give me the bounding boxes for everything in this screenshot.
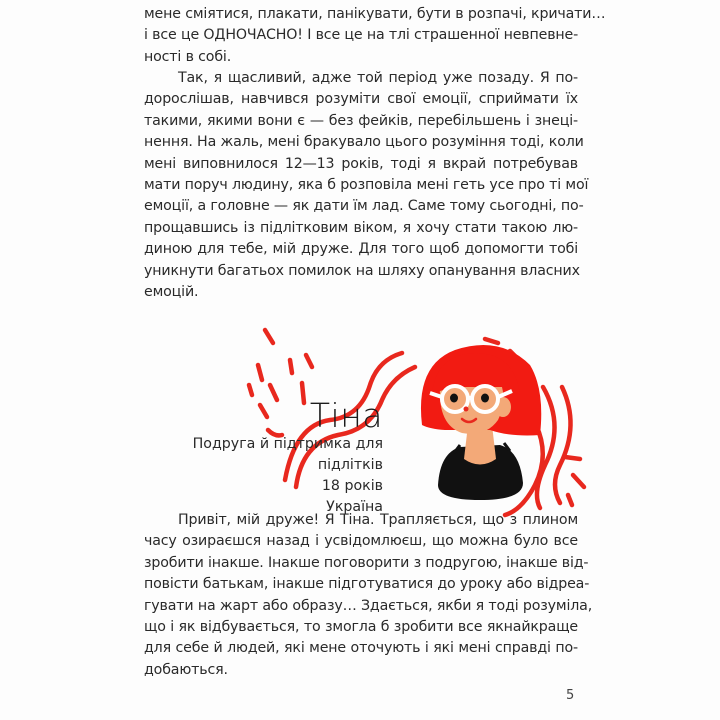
text-line: мені виповнилося 12—13 років, тоді я вкрай потребував [144, 155, 578, 172]
text-line: диною для тебе, мій друже. Для того щоб допомогти тобі [144, 241, 578, 258]
text-line: повісти батькам, інакше підготуватися до уроку або відреа- [144, 576, 590, 593]
character-country: Україна [326, 499, 383, 515]
character-name: Тіна [309, 396, 383, 435]
character-role: Подруга й підтримка для підлітків [192, 436, 383, 473]
text-line: Привіт, мій друже! Я Тіна. Трапляється, що з плином [178, 512, 578, 528]
text-line: гувати на жарт або образу… Здається, якби я тоді розуміла, [144, 597, 593, 614]
text-line: уникнути багатьох помилок на шляху опанування власних [144, 262, 580, 279]
paragraph-1 [144, 4, 606, 68]
text-line: мене сміятися, плакати, панікувати, бути в розпачі, кричати… [144, 6, 606, 22]
paragraph-3 [144, 510, 593, 681]
character-age: 18 років [321, 478, 383, 494]
text-line: часу озираєшся назад і усвідомлюєш, що можна було все [144, 533, 578, 550]
text-line: емоцій. [144, 284, 199, 301]
paragraph-2 [144, 68, 589, 303]
text-line: прощавшись із підлітковим віком, я хочу стати такою лю- [144, 219, 578, 236]
text-line: емоції, а головне — як дати їм лад. Саме тому сьогодні, по- [144, 198, 584, 215]
text-line: для себе й людей, які мене оточують і які мені справді по- [144, 640, 578, 657]
text-line: що і як відбувається, то змогла б зробити все якнайкраще [144, 619, 578, 636]
character-profile [140, 398, 383, 518]
text-line: нення. На жаль, мені бракувало цього розуміння тоді, коли [144, 134, 584, 151]
text-line: і все це ОДНОЧАСНО! І все це на тлі страшенної невпевне- [144, 27, 579, 44]
text-line: дорослішав, навчився розуміти свої емоції, сприймати їх [144, 91, 578, 108]
text-line: такими, якими вони є — без фейків, перебільшень і знеці- [144, 112, 578, 129]
text-line: мати поруч людину, яка б розповіла мені геть усе про ті мої [144, 177, 589, 194]
text-line: Так, я щасливий, адже той період уже позаду. Я по- [178, 70, 578, 86]
text-line: добаються. [144, 661, 228, 678]
page-number: 5 [566, 688, 575, 703]
text-line: ності в собі. [144, 48, 232, 65]
text-line: зробити інакше. Інакше поговорити з подругою, інакше від- [144, 554, 589, 571]
